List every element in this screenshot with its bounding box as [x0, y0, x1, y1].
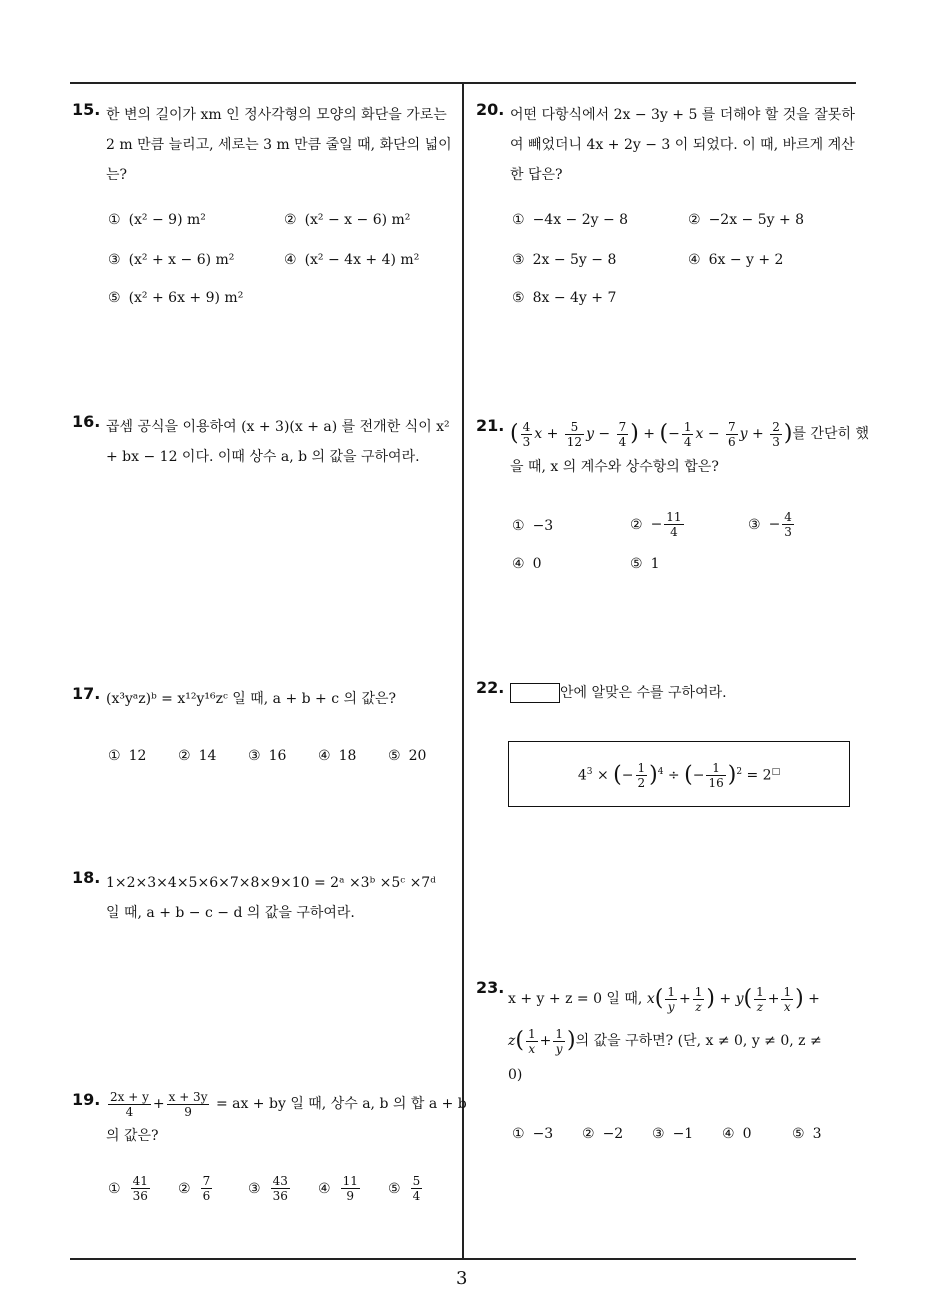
option-2[interactable]: ② − $\frac{11}{4}$	[630, 510, 682, 539]
question-20	[476, 100, 860, 320]
option-3[interactable]: ③ −1	[652, 1126, 694, 1142]
option-5[interactable]: ⑤ (x² + 6x + 9) m²	[108, 290, 244, 306]
option-2[interactable]: ② $\frac{7}{6}$	[178, 1174, 211, 1203]
equation-box	[508, 741, 850, 807]
question-text: 어떤 다항식에서 2x − 3y + 5 를 더해야 할 것을 잘못하여 빼었더니 4x + 2y − 3 이 되었다. 이 때, 바르게 계산한 답은?	[510, 107, 855, 183]
option-3[interactable]: ③ (x² + x − 6) m²	[108, 252, 235, 268]
question-text: (x³yᵃz)ᵇ = x¹²y¹⁶zᶜ 일 때, a + b + c 의 값은?	[106, 691, 397, 707]
option-2[interactable]: ② (x² − x − 6) m²	[284, 212, 411, 228]
question-19: 19. $\frac{2x + y}{4}$ + $\frac{x + 3y}{9}$ = ax + by 일 때, 상수 a, b 의 합 a + b 의 값은? ① $\frac{41}{36}$ ② $\frac{7}{6}$ ③ $\frac{43}{36}$ ④ $\frac{11}{9}$ ⑤ $\frac{5}{4}$	[72, 1089, 467, 1203]
option-4[interactable]: ④ 0	[722, 1126, 752, 1142]
question-number: 18.	[72, 868, 101, 887]
option-4[interactable]: ④ 0	[512, 556, 542, 572]
fraction: $\frac{2x + y}{4}$	[110, 1089, 149, 1119]
column-divider	[462, 82, 464, 1259]
page-number: 3	[456, 1268, 468, 1289]
option-4[interactable]: ④ 18	[318, 748, 357, 764]
option-1[interactable]: ① (x² − 9) m²	[108, 212, 206, 228]
question-17	[72, 684, 456, 774]
equation: $4^3$ × (− $\frac{1}{2}$ )$^4$ ÷ (− $\frac{1}{16}$ )$^2$ = 2□	[577, 761, 781, 791]
question-number: 21.	[476, 416, 505, 435]
option-3[interactable]: ③ 16	[248, 748, 287, 764]
option-1[interactable]: ① −3	[512, 1126, 554, 1142]
option-4[interactable]: ④ (x² − 4x + 4) m²	[284, 252, 420, 268]
option-3[interactable]: ③ $\frac{43}{36}$	[248, 1174, 288, 1203]
option-4[interactable]: ④ $\frac{11}{9}$	[318, 1174, 358, 1203]
question-line-2: 일 때, a + b − c − d 의 값을 구하여라.	[106, 905, 355, 921]
question-15	[72, 100, 456, 320]
option-1[interactable]: ① −3	[512, 518, 554, 534]
question-text: 의 값을 구하면? (단, x ≠ 0, y ≠ 0, z ≠	[575, 1033, 822, 1049]
question-line-1: 1×2×3×4×5×6×7×8×9×10 = 2ᵃ ×3ᵇ ×5ᶜ ×7ᵈ	[106, 875, 436, 891]
option-3[interactable]: ③ 2x − 5y − 8	[512, 252, 617, 268]
question-21	[476, 414, 869, 584]
question-text: 곱셈 공식을 이용하여 (x + 3)(x + a) 를 전개한 식이 x² + bx − 12 이다. 이때 상수 a, b 의 값을 구하여라.	[106, 419, 450, 465]
fraction: $\frac{x + 3y}{9}$	[168, 1089, 208, 1119]
question-text: 한 변의 길이가 xm 인 정사각형의 모양의 화단을 가로는 2 m 만큼 늘리고, 세로는 3 m 만큼 줄일 때, 화단의 넓이는?	[106, 107, 452, 183]
option-2[interactable]: ② 14	[178, 748, 217, 764]
option-2[interactable]: ② −2	[582, 1126, 624, 1142]
question-number: 22.	[476, 678, 505, 697]
question-line-2: 의 값은?	[106, 1128, 159, 1144]
question-line-3: 0)	[508, 1067, 523, 1083]
question-line-2: 을 때, x 의 계수와 상수항의 합은?	[510, 459, 719, 475]
option-5[interactable]: ⑤ $\frac{5}{4}$	[388, 1174, 421, 1203]
option-5[interactable]: ⑤ 20	[388, 748, 427, 764]
option-5[interactable]: ⑤ 3	[792, 1126, 822, 1142]
question-text: = ax + by 일 때, 상수 a, b 의 합 a + b	[215, 1096, 467, 1112]
question-18	[72, 868, 456, 938]
question-text: 안에 알맞은 수를 구하여라.	[560, 685, 727, 701]
question-number: 17.	[72, 684, 101, 703]
option-2[interactable]: ② −2x − 5y + 8	[688, 212, 805, 228]
question-23: 23. x + y + z = 0 일 때, x( $\frac{1}{y}$ + $\frac{1}{z}$ ) + y( $\frac{1}{z}$ + $\frac{1}{x}$ ) + z( $\frac{1}{x}$ + $\frac{1}{y}$ )의 값을 구하면? (단, x ≠ 0, y ≠ 0, z ≠ 0) ① −3 ② −2 ③ −1 ④ 0 ⑤ 3	[476, 976, 860, 1156]
option-1[interactable]: ① 12	[108, 748, 147, 764]
question-number: 19.	[72, 1090, 101, 1109]
option-3[interactable]: ③ − $\frac{4}{3}$	[748, 510, 792, 539]
question-number: 15.	[72, 100, 101, 119]
option-5[interactable]: ⑤ 8x − 4y + 7	[512, 290, 617, 306]
question-text: x + y + z = 0 일 때,	[508, 991, 643, 1007]
option-1[interactable]: ① $\frac{41}{36}$	[108, 1174, 148, 1203]
answer-blank-box	[510, 683, 560, 703]
question-expression: ( $\frac{4}{3}$ x + $\frac{5}{12}$ y − $\frac{7}{4}$ ) + (− $\frac{1}{4}$ x − $\frac{7}{6}$ y + $\frac{2}{3}$ )를 간단히 했	[510, 419, 869, 449]
question-number: 23.	[476, 978, 505, 997]
question-number: 16.	[72, 412, 101, 431]
option-4[interactable]: ④ 6x − y + 2	[688, 252, 784, 268]
question-16	[72, 412, 456, 492]
option-5[interactable]: ⑤ 1	[630, 556, 660, 572]
question-number: 20.	[476, 100, 505, 119]
option-1[interactable]: ① −4x − 2y − 8	[512, 212, 629, 228]
